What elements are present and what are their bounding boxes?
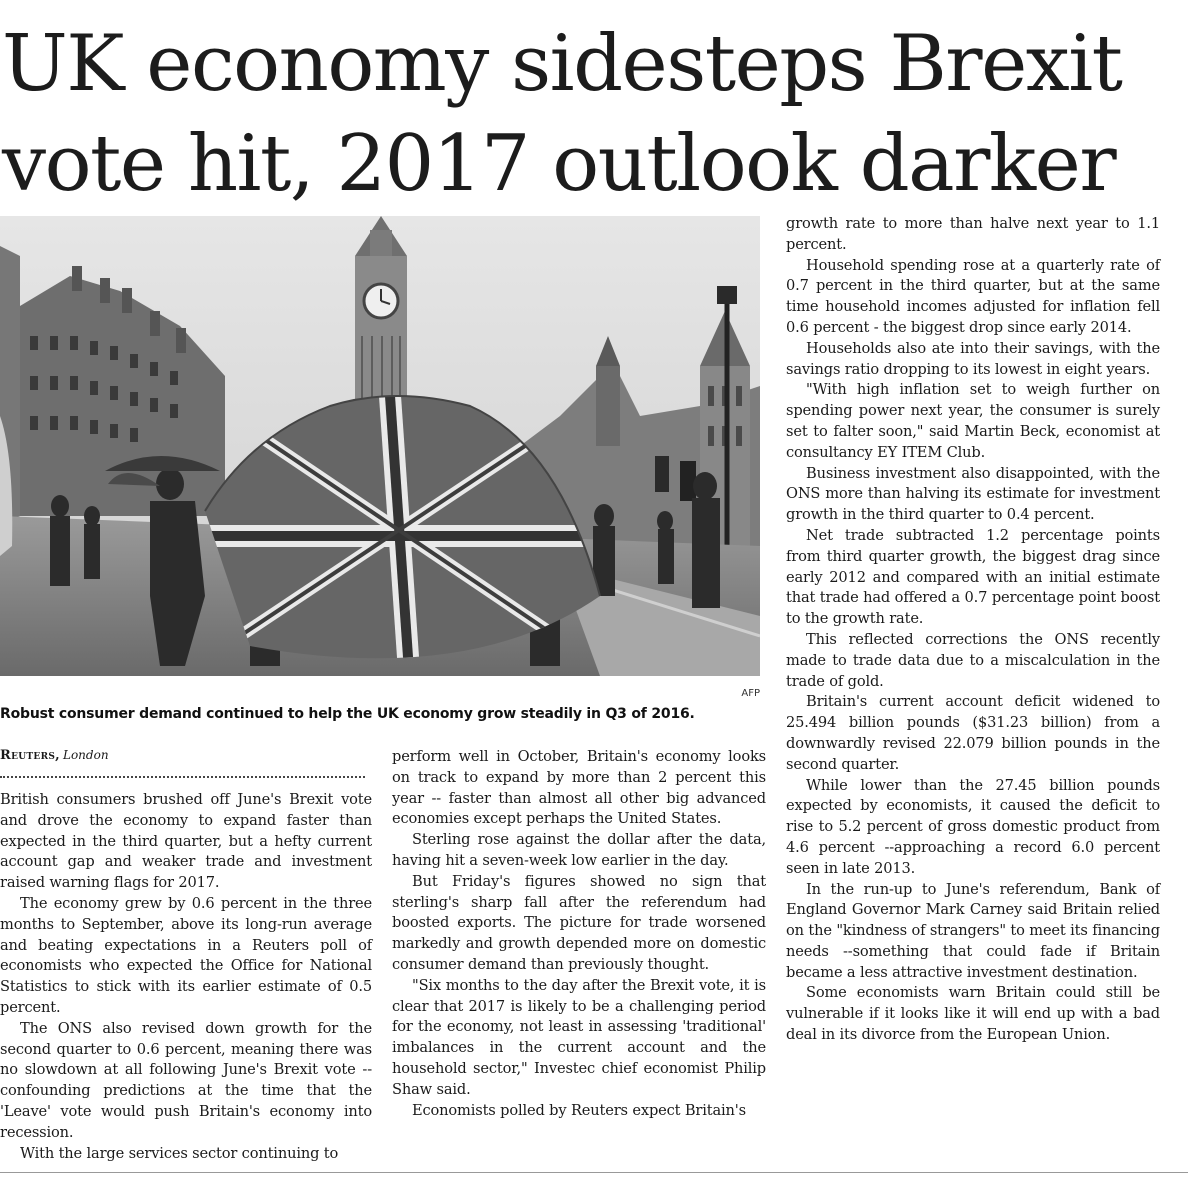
photo-credit: AFP	[741, 688, 760, 699]
paragraph: With the large services sector continuing to	[20, 1144, 339, 1162]
photo-caption: Robust consumer demand continued to help the UK economy grow steadily in Q3 of 2016.	[0, 706, 695, 722]
article-column-1	[0, 790, 372, 1164]
paragraph: Economists polled by Reuters expect Britain's	[412, 1101, 746, 1119]
paragraph: "With high inflation set to weigh further on spending power next year, the consumer is surely set to falter soon," said Martin Beck, economist at consultancy EY ITEM Club.	[786, 381, 1160, 461]
paragraph: The ONS also revised down growth for the second quarter to 0.6 percent, meaning there was no slowdown at all following June's Brexit vote -- confounding predictions at the time that the 'Leave' vote would push Britain's economy into recession.	[0, 1019, 372, 1141]
byline-agency: Reuters,	[0, 748, 60, 763]
paragraph: perform well in October, Britain's economy looks on track to expand by more than 2 percent this year -- faster than almost all other big advanced economies except perhaps the United States.	[392, 748, 766, 828]
paragraph: British consumers brushed off June's Brexit vote and drove the economy to expand faster than expected in the third quarter, but a hefty current account gap and weaker trade and investment raised warning flags for 2017.	[0, 791, 372, 892]
paragraph: Household spending rose at a quarterly rate of 0.7 percent in the third quarter, but at the same time household incomes adjusted for inflation fell 0.6 percent - the biggest drop since early 2014.	[786, 256, 1160, 336]
paragraph: Some economists warn Britain could still be vulnerable if it looks like it will end up with a bad deal in its divorce from the European Union.	[786, 984, 1160, 1044]
news-photo	[0, 216, 760, 676]
byline-divider	[0, 776, 365, 778]
paragraph: Net trade subtracted 1.2 percentage points from third quarter growth, the biggest drag since early 2012 and compared with an initial estimate that trade had offered a 0.7 percentage point boost to the growth rate.	[786, 526, 1160, 628]
byline-place: London	[62, 748, 109, 762]
paragraph: growth rate to more than halve next year to 1.1 percent.	[786, 215, 1160, 253]
headline-line-2: vote hit, 2017 outlook darker	[2, 119, 1116, 209]
page-bottom-rule	[0, 1172, 1188, 1173]
paragraph: Households also ate into their savings, with the savings ratio dropping to its lowest in eight years.	[786, 339, 1160, 378]
paragraph: Sterling rose against the dollar after the data, having hit a seven-week low earlier in the day.	[392, 831, 766, 869]
paragraph: While lower than the 27.45 billion pounds expected by economists, it caused the deficit to rise to 5.2 percent of gross domestic product from 4.6 percent --approaching a record 6.0 percent seen in late 2013.	[786, 776, 1160, 877]
paragraph: But Friday's figures showed no sign that sterling's sharp fall after the referendum had boosted exports. The picture for trade worsened markedly and growth depended more on domestic consumer demand than previously thought.	[392, 872, 766, 973]
paragraph: The economy grew by 0.6 percent in the three months to September, above its long-run average and beating expectations in a Reuters poll of economists who expected the Office for National Statistics to stick with its earlier estimate of 0.5 percent.	[0, 894, 372, 1016]
headline	[2, 14, 1182, 214]
paragraph: In the run-up to June's referendum, Bank of England Governor Mark Carney said Britain relied on the "kindness of strangers" to meet its financing needs --something that could fade if Britain became a less attractive investment destination.	[786, 880, 1160, 981]
paragraph: "Six months to the day after the Brexit vote, it is clear that 2017 is likely to be a challenging period for the economy, not least in assessing 'traditional' imbalances in the current account and the household sector," Investec chief economist Philip Shaw said.	[392, 976, 766, 1098]
paragraph: Britain's current account deficit widened to 25.494 billion pounds ($31.23 billion) from a downwardly revised 22.079 billion pounds in the second quarter.	[786, 693, 1160, 773]
article-column-2	[392, 747, 766, 1121]
article-column-3	[786, 214, 1160, 1046]
paragraph: This reflected corrections the ONS recently made to trade data due to a miscalculation in the trade of gold.	[786, 630, 1160, 690]
paragraph: Business investment also disappointed, with the ONS more than halving its estimate for investment growth in the third quarter to 0.4 percent.	[786, 464, 1160, 524]
byline	[0, 748, 370, 763]
headline-line-1: UK economy sidesteps Brexit	[2, 19, 1122, 109]
